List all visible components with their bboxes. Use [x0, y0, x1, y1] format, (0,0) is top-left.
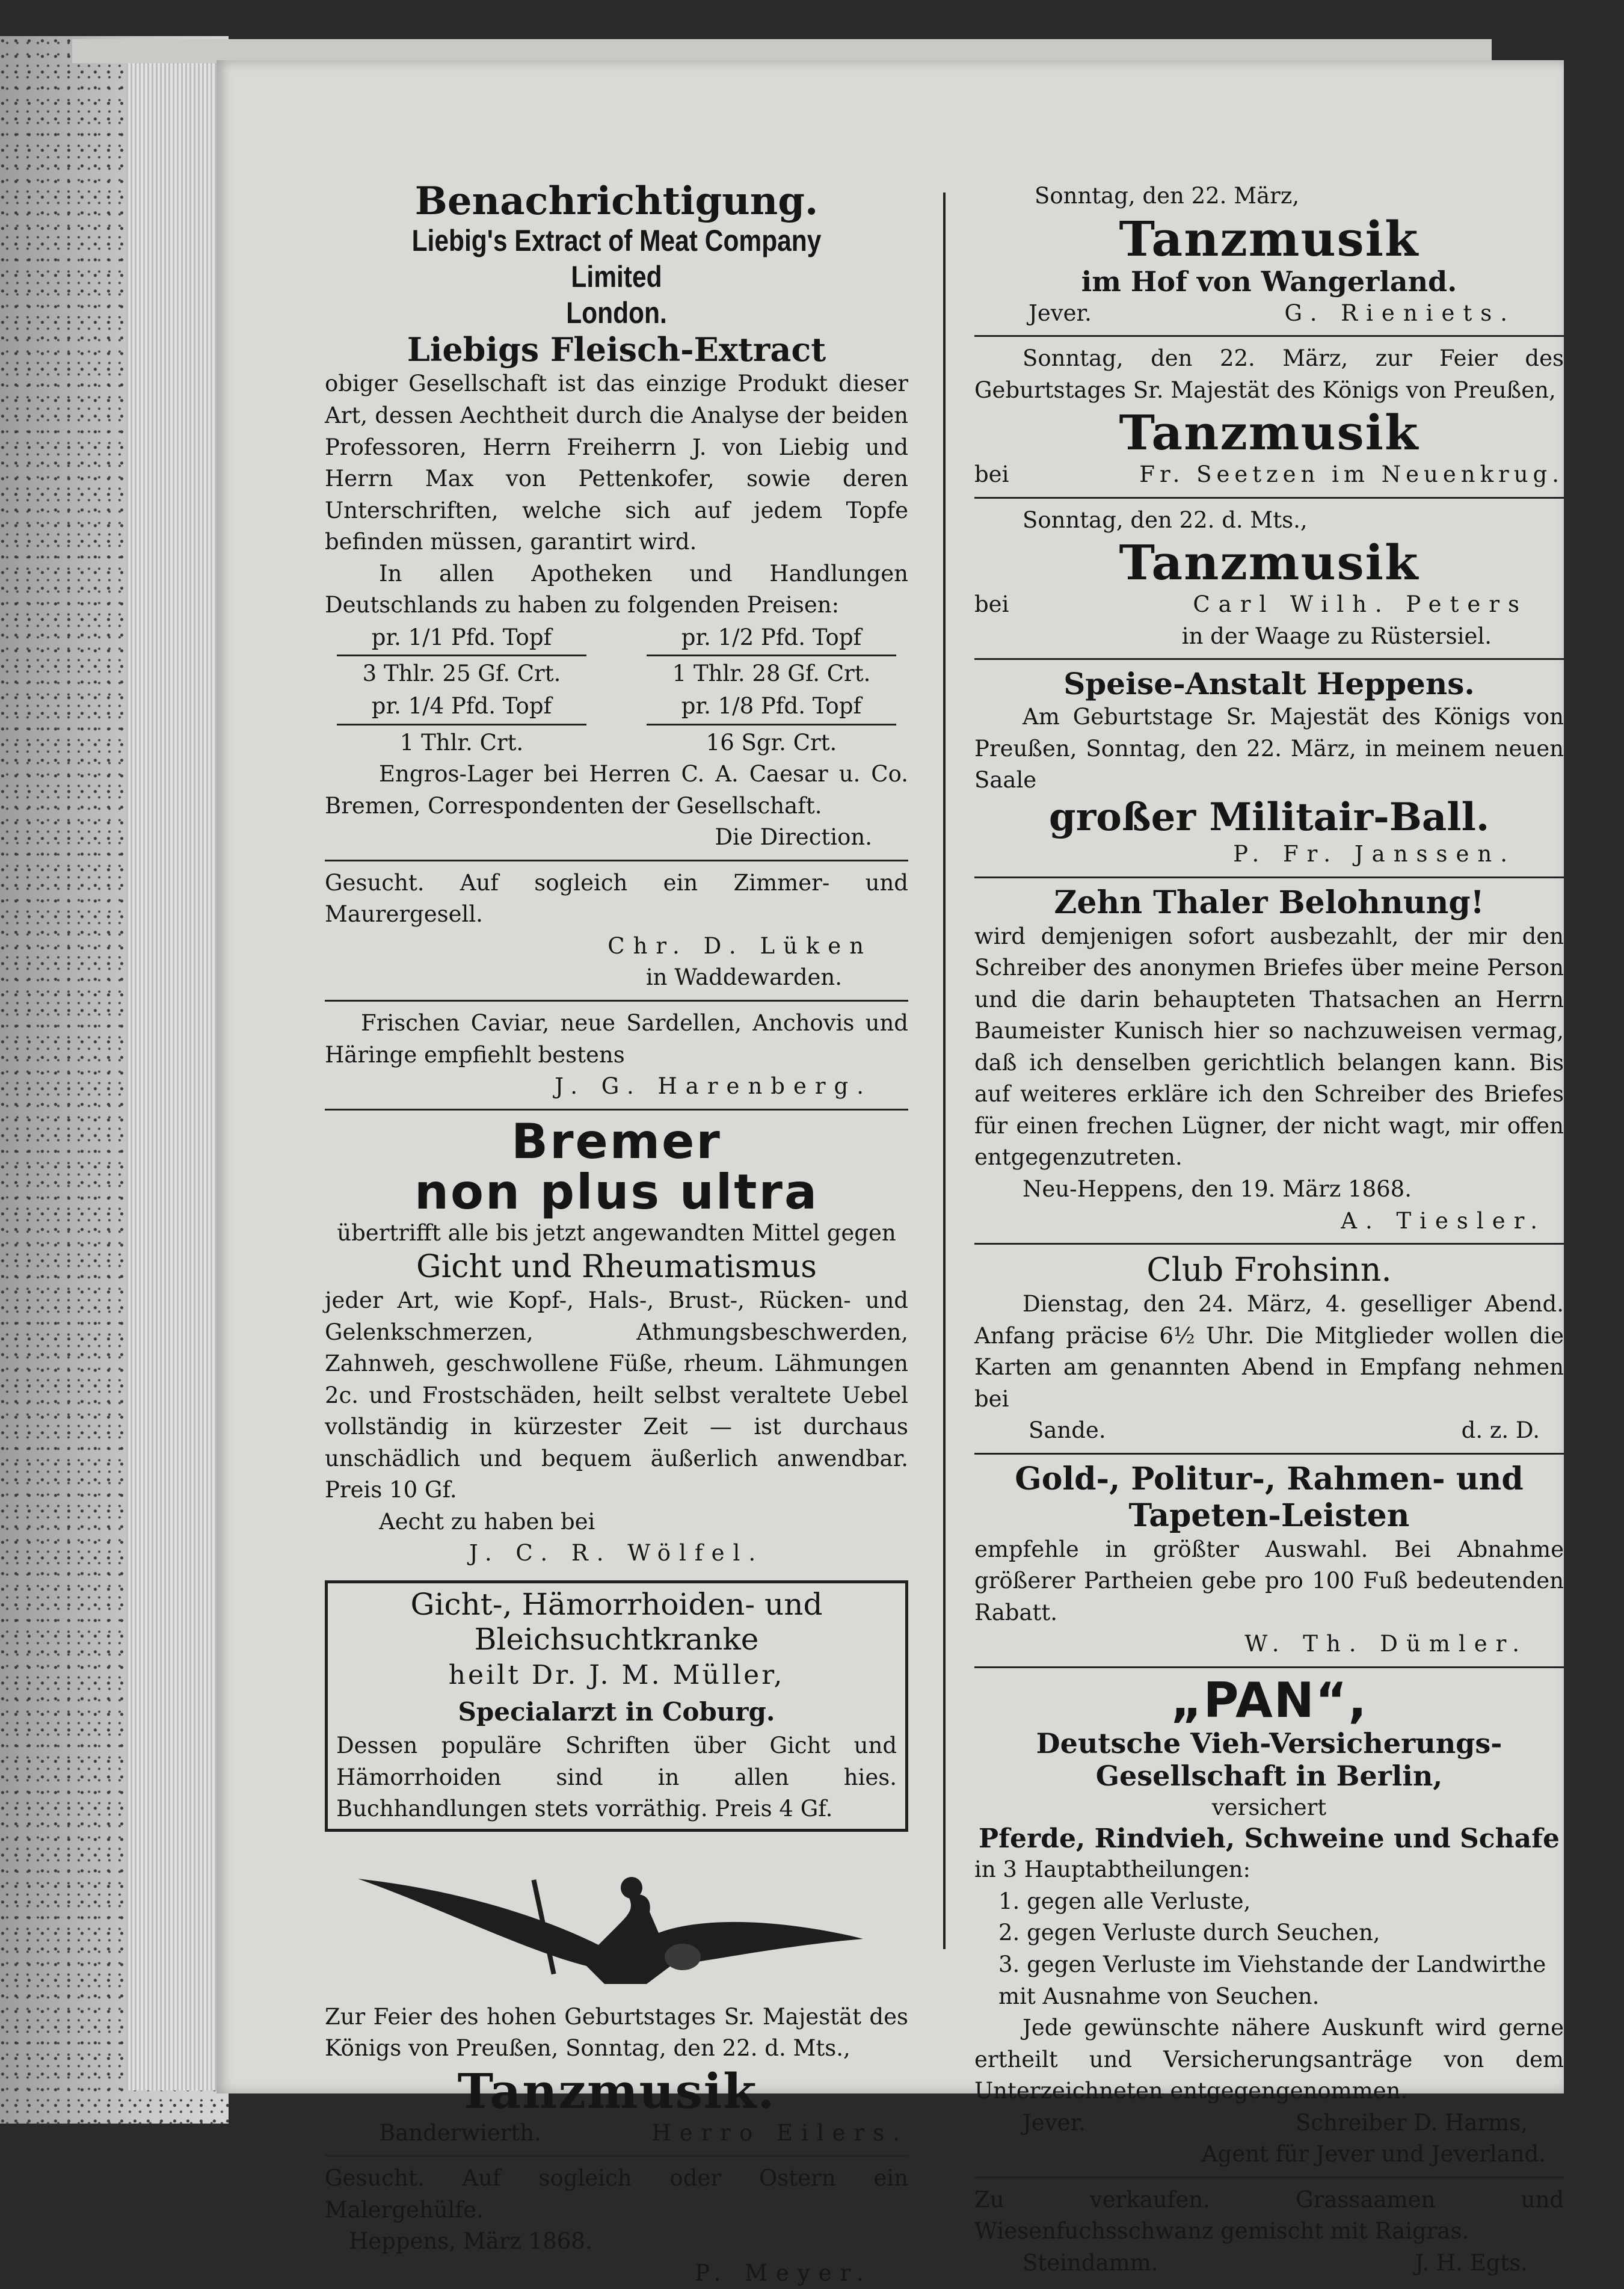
advertiser-name: Herro Eilers.: [651, 2119, 908, 2146]
price-size: pr. 1/8 Pfd. Topf: [681, 693, 862, 719]
ad-subtitle: Gicht und Rheumatismus: [416, 1249, 817, 1286]
ad-intro: In allen Apotheken und Handlungen Deutschlands zu haben zu folgenden Preisen:: [325, 560, 908, 618]
divider: [974, 497, 1564, 499]
ad-body: Gesucht. Auf sogleich oder Ostern ein Malergehülfe.: [325, 2165, 908, 2223]
divider: [974, 1453, 1564, 1455]
price-value: 16 Sgr. Crt.: [706, 729, 837, 756]
advertiser-name: Carl Wilh. Peters: [1193, 591, 1528, 618]
ad-heading: Tapeten-Leisten: [1128, 1497, 1410, 1534]
ad-body: Dienstag, den 24. März, 4. geselliger Abend. Anfang präcise 6½ Uhr. Die Mitglieder wollen die Karten am genannten Abend in Empfang nehmen bei: [974, 1291, 1564, 1412]
signature-row: [974, 298, 1564, 330]
divider: [647, 655, 896, 656]
divider: [974, 1243, 1564, 1245]
ad-meyer: [325, 2163, 908, 2289]
ad-body: Dessen populäre Schriften über Gicht und Hämorrhoiden sind in allen hies. Buchhandlungen stets vorräthig. Preis 4 Gf.: [336, 1733, 897, 1822]
event-title: großer Militair-Ball.: [1048, 794, 1490, 840]
list-item: 3. gegen Verluste im Viehstande der Landwirthe mit Ausnahme von Seuchen.: [998, 1951, 1546, 2009]
ad-heading: Gold-, Politur-, Rahmen- und: [1015, 1460, 1524, 1497]
ad-duemler: [974, 1461, 1564, 1660]
ad-eilers: [325, 1843, 908, 2149]
ad-liebig: [325, 180, 908, 854]
doctor-title: Specialarzt in Coburg.: [458, 1697, 775, 1727]
place: Sande.: [1029, 1417, 1106, 1444]
ad-heading: Tanzmusik: [1119, 210, 1419, 267]
signature-row: [974, 2107, 1564, 2139]
signature: Die Direction.: [715, 824, 872, 851]
list-item: 1. gegen alle Verluste,: [998, 1888, 1251, 1914]
signature-row: [974, 459, 1564, 491]
ad-line: übertrifft alle bis jetzt angewandten Mittel gegen: [337, 1219, 896, 1246]
ad-club: [974, 1251, 1564, 1447]
ad-seetzen: [974, 343, 1564, 491]
ad-heading: Club Frohsinn.: [1146, 1251, 1392, 1289]
ad-body: Zu verkaufen. Grassaamen und Wiesenfuchsschwanz gemischt mit Raigras.: [974, 2186, 1564, 2244]
ad-body: Jede gewünschte nähere Auskunft wird gerne ertheilt und Versicherungsanträge von dem Unterzeichneten entgegengenommen.: [974, 2015, 1564, 2104]
company-city: London.: [566, 296, 667, 330]
ad-bremer: [325, 1113, 908, 1570]
page-top-edge: [72, 39, 1492, 63]
divider: [974, 335, 1564, 337]
ad-heading: Bremer: [511, 1113, 722, 1169]
price-value: 1 Thlr. Crt.: [399, 729, 524, 756]
ad-body: wird demjenigen sofort ausbezahlt, der mir den Schreiber des anonymen Briefes über meine Person und die darin behaupteten Thatsachen an Herrn Baumeister Kunisch hier so nachzuweisen vermag, daß ich denselben gerichtlich belangen kann. Bis auf weiteres erkläre ich den Schreiber des Briefes für einen frechen Lügner, der nicht wagt, mir offen entgegenzutreten.: [974, 923, 1564, 1171]
ad-heading: Gicht-, Hämorrhoiden- und: [410, 1586, 823, 1622]
coverage-list: [974, 1886, 1564, 2012]
ad-body: obiger Gesellschaft ist das einzige Produkt dieser Art, dessen Aechtheit durch die Analyse der beiden Professoren, Herrn Freiherrn J. von Liebig und Herrn Max von Pettenkofer, sowie deren Unterschriften, welche sich auf jedem Topfe befinden müssen, garantirt wird.: [325, 371, 908, 555]
advertiser-name: W. Th. Dümler.: [1244, 1631, 1528, 1657]
advertiser-place: in der Waage zu Rüstersiel.: [1181, 623, 1492, 649]
advertiser-name: Schreiber D. Harms,: [1295, 2109, 1528, 2136]
ad-heading: Benachrichtigung.: [414, 179, 819, 224]
advertiser-name: Chr. D. Lüken: [607, 932, 872, 959]
place: Steindamm.: [1023, 2249, 1158, 2276]
ad-heading: Zehn Thaler Belohnung!: [1054, 884, 1484, 921]
ad-mueller: [325, 1580, 908, 1832]
ad-body: Frischen Caviar, neue Sardellen, Anchovis und Häringe empfiehlt bestens: [325, 1010, 908, 1068]
bei-label: bei: [974, 461, 1009, 488]
product-name: Liebigs Fleisch-Extract: [407, 330, 826, 369]
ad-body: jeder Art, wie Kopf-, Hals-, Brust-, Rücken- und Gelenkschmerzen, Athmungsbeschwerden, Zahnweh, geschwollene Füße, rheum. Lähmungen 2c. und Frostschäden, heilt selbst veraltete Uebel vollständig in kürzester Zeit — ist durchaus unschädlich und bequem äußerlich anwendbar. Preis 10 Gf.: [325, 1287, 908, 1503]
divider: [325, 2155, 908, 2157]
price-size: pr. 1/4 Pfd. Topf: [371, 693, 552, 719]
ad-intro: Zur Feier des hohen Geburtstages Sr. Majestät des Königs von Preußen, Sonntag, den 22. d. Mts.,: [325, 2003, 908, 2062]
divider: [325, 1000, 908, 1002]
signature-row: [974, 589, 1564, 621]
price-value: 3 Thlr. 25 Gf. Crt.: [362, 661, 561, 687]
seller-line: Aecht zu haben bei: [379, 1508, 595, 1535]
engros-text: Engros-Lager bei Herren C. A. Caesar u. Co. Bremen, Correspondenten der Gesellschaft.: [325, 761, 908, 819]
ad-heading: Bleichsuchtkranke: [474, 1621, 759, 1657]
divider: [974, 2177, 1564, 2178]
advertiser-name: J. C. R. Wölfel.: [469, 1540, 764, 1567]
advertiser-name: P. Meyer.: [695, 2260, 872, 2286]
signature: d. z. D.: [1461, 1417, 1540, 1444]
venue: im Hof von Wangerland.: [1081, 265, 1457, 298]
ad-date: Neu-Heppens, den 19. März 1868.: [1023, 1176, 1412, 1203]
ad-date: Sonntag, den 22. d. Mts.,: [1023, 507, 1308, 533]
venue: Banderwierth.: [379, 2119, 541, 2146]
ad-caviar: [325, 1008, 908, 1103]
insured-animals: Pferde, Rindvieh, Schweine und Schafe: [978, 1823, 1560, 1855]
advertiser-name: G. Rieniets.: [1284, 300, 1516, 326]
ad-intro: in 3 Hauptabtheilungen:: [974, 1856, 1250, 1883]
advertiser-name: A. Tiesler.: [1341, 1207, 1546, 1234]
price-size: pr. 1/2 Pfd. Topf: [681, 624, 862, 650]
ad-body: empfehle in größter Auswahl. Bei Abnahme größerer Partheien gebe pro 100 Fuß bedeutenden Rabatt.: [974, 1536, 1564, 1625]
divider: [337, 655, 586, 656]
divider: [974, 1666, 1564, 1668]
ad-body: Gesucht. Auf sogleich ein Zimmer- und Maurergesell.: [325, 869, 908, 928]
price-value: 1 Thlr. 28 Gf. Crt.: [672, 661, 871, 687]
ad-date: Sonntag, den 22. März,: [1035, 183, 1300, 209]
ad-verkaufen: [974, 2184, 1564, 2279]
place: Jever.: [1029, 300, 1092, 326]
company-name: Liebig's Extract of Meat Company Limited: [411, 224, 822, 294]
ad-heading: Tanzmusik: [1119, 404, 1419, 461]
place: Jever.: [1023, 2109, 1086, 2136]
company-name: Deutsche Vieh-Versicherungs-Gesellschaft in Berlin,: [1036, 1727, 1503, 1792]
price-size: pr. 1/1 Pfd. Topf: [371, 624, 552, 650]
advertiser-name: J. G. Harenberg.: [555, 1073, 872, 1100]
ad-heading: Speise-Anstalt Heppens.: [1063, 666, 1475, 702]
ad-intro: Sonntag, den 22. März, zur Feier des Geburtstages Sr. Majestät des Königs von Preußen,: [974, 345, 1564, 403]
signature-row: [974, 1415, 1564, 1447]
divider: [337, 724, 586, 726]
ad-heading: non plus ultra: [414, 1163, 819, 1220]
signature-row: [325, 2118, 908, 2149]
agent-line: Agent für Jever und Jeverland.: [1201, 2141, 1546, 2167]
ad-heading: „PAN“,: [1170, 1672, 1368, 1728]
ad-peters: [974, 505, 1564, 653]
doctor-line: heilt Dr. J. M. Müller,: [448, 1659, 785, 1690]
page-edges: [126, 57, 223, 2090]
divider: [974, 876, 1564, 878]
price-table: [325, 621, 908, 759]
ad-gesucht: [325, 867, 908, 994]
ad-heading: Tanzmusik.: [457, 2062, 776, 2119]
bei-label: bei: [974, 591, 1009, 618]
divider: [325, 860, 908, 861]
ad-body: Am Geburtstage Sr. Majestät des Königs von Preußen, Sonntag, den 22. März, in meinem neuen Saale: [974, 704, 1564, 793]
ad-heading: Tanzmusik: [1119, 534, 1419, 591]
ad-line: versichert: [1211, 1794, 1327, 1820]
ad-rieniets: [974, 180, 1564, 329]
ad-pan: [974, 1674, 1564, 2170]
divider: [974, 658, 1564, 660]
divider: [325, 1109, 908, 1111]
advertiser-name: J. H. Egts.: [1415, 2249, 1528, 2276]
prussian-eagle-icon: [325, 1855, 908, 1993]
divider: [647, 724, 896, 726]
ad-speise: [974, 666, 1564, 870]
column-divider: [943, 193, 946, 1949]
list-item: 2. gegen Verluste durch Seuchen,: [998, 1920, 1380, 1946]
advertiser-place: in Waddewarden.: [645, 964, 842, 991]
left-column: [325, 180, 908, 2289]
advertiser-name: Fr. Seetzen im Neuenkrug.: [1139, 461, 1564, 488]
advertiser-name: P. Fr. Janssen.: [1233, 841, 1516, 867]
ad-belohnung: [974, 884, 1564, 1237]
signature-row: [974, 2247, 1564, 2279]
ad-date: Heppens, März 1868.: [349, 2228, 592, 2255]
right-column: [974, 180, 1564, 2279]
